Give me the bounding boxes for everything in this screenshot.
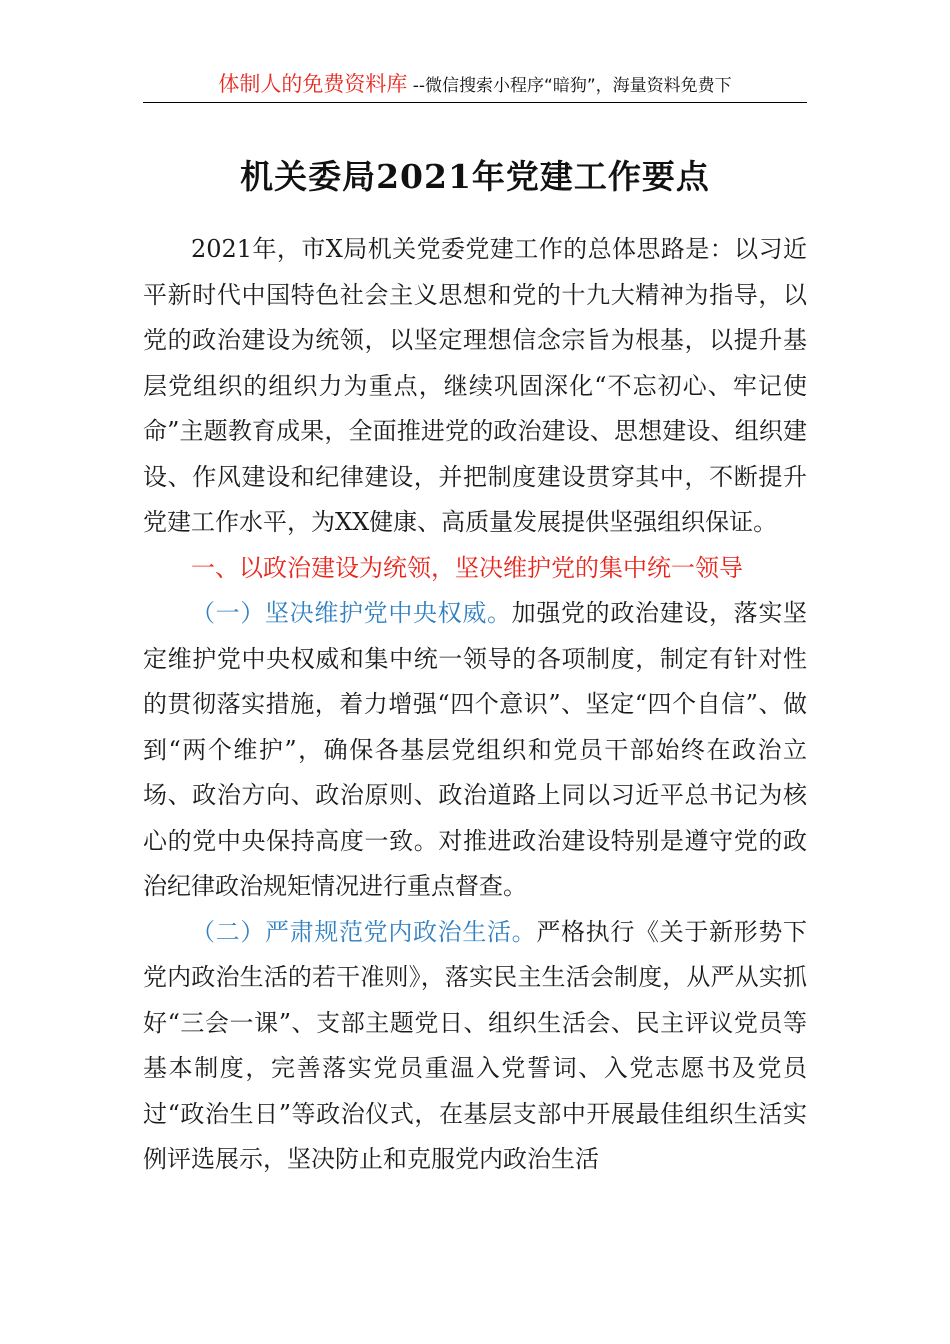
intro-paragraph: 2021年，市X局机关党委党建工作的总体思路是：以习近平新时代中国特色社会主义思想和党的十九大精神为指导，以党的政治建设为统领，以坚定理想信念宗旨为根基，以提升基层党组织的组织力为重点，继续巩固深化“不忘初心、牢记使命”主题教育成果，全面推进党的政治建设、思想建设、组织建设、作风建设和纪律建设，并把制度建设贯穿其中，不断提升党建工作水平，为XX健康、高质量发展提供坚强组织保证。 <box>143 235 807 536</box>
document-title: 机关委局2021年党建工作要点 <box>240 157 710 196</box>
page-header <box>143 68 807 103</box>
item-subheading: （二）严肃规范党内政治生活。 <box>191 917 537 946</box>
header-brand: 体制人的免费资料库 <box>218 72 408 96</box>
header-tagline: --微信搜索小程序“暗狗”，海量资料免费下 <box>407 76 732 96</box>
document-body <box>143 227 807 1183</box>
item-subheading: （一）坚决维护党中央权威。 <box>191 599 512 627</box>
item-text: 加强党的政治建设，落实坚定维护党中央权威和集中统一领导的各项制度，制定有针对性的贯彻落实措施，着力增强“四个意识”、坚定“四个自信”、做到“两个维护”，确保各基层党组织和党员干部始终在政治立场、政治方向、政治原则、政治道路上同以习近平总书记为核心的党中央保持高度一致。对推进政治建设特别是遵守党的政治纪律政治规矩情况进行重点督查。 <box>143 599 808 900</box>
item-paragraph <box>143 591 807 910</box>
item-paragraph <box>143 910 807 1183</box>
item-text: 严格执行《关于新形势下党内政治生活的若干准则》，落实民主生活会制度，从严从实抓好“三会一课”、支部主题党日、组织生活会、民主评议党员等基本制度，完善落实党员重温入党誓词、入党志愿书及党员过“政治生日”等政治仪式，在基层支部中开展最佳组织生活实例评选展示，坚决防止和克服党内政治生活 <box>143 917 808 1173</box>
section-heading: 一、以政治建设为统领，坚决维护党的集中统一领导 <box>191 553 743 582</box>
